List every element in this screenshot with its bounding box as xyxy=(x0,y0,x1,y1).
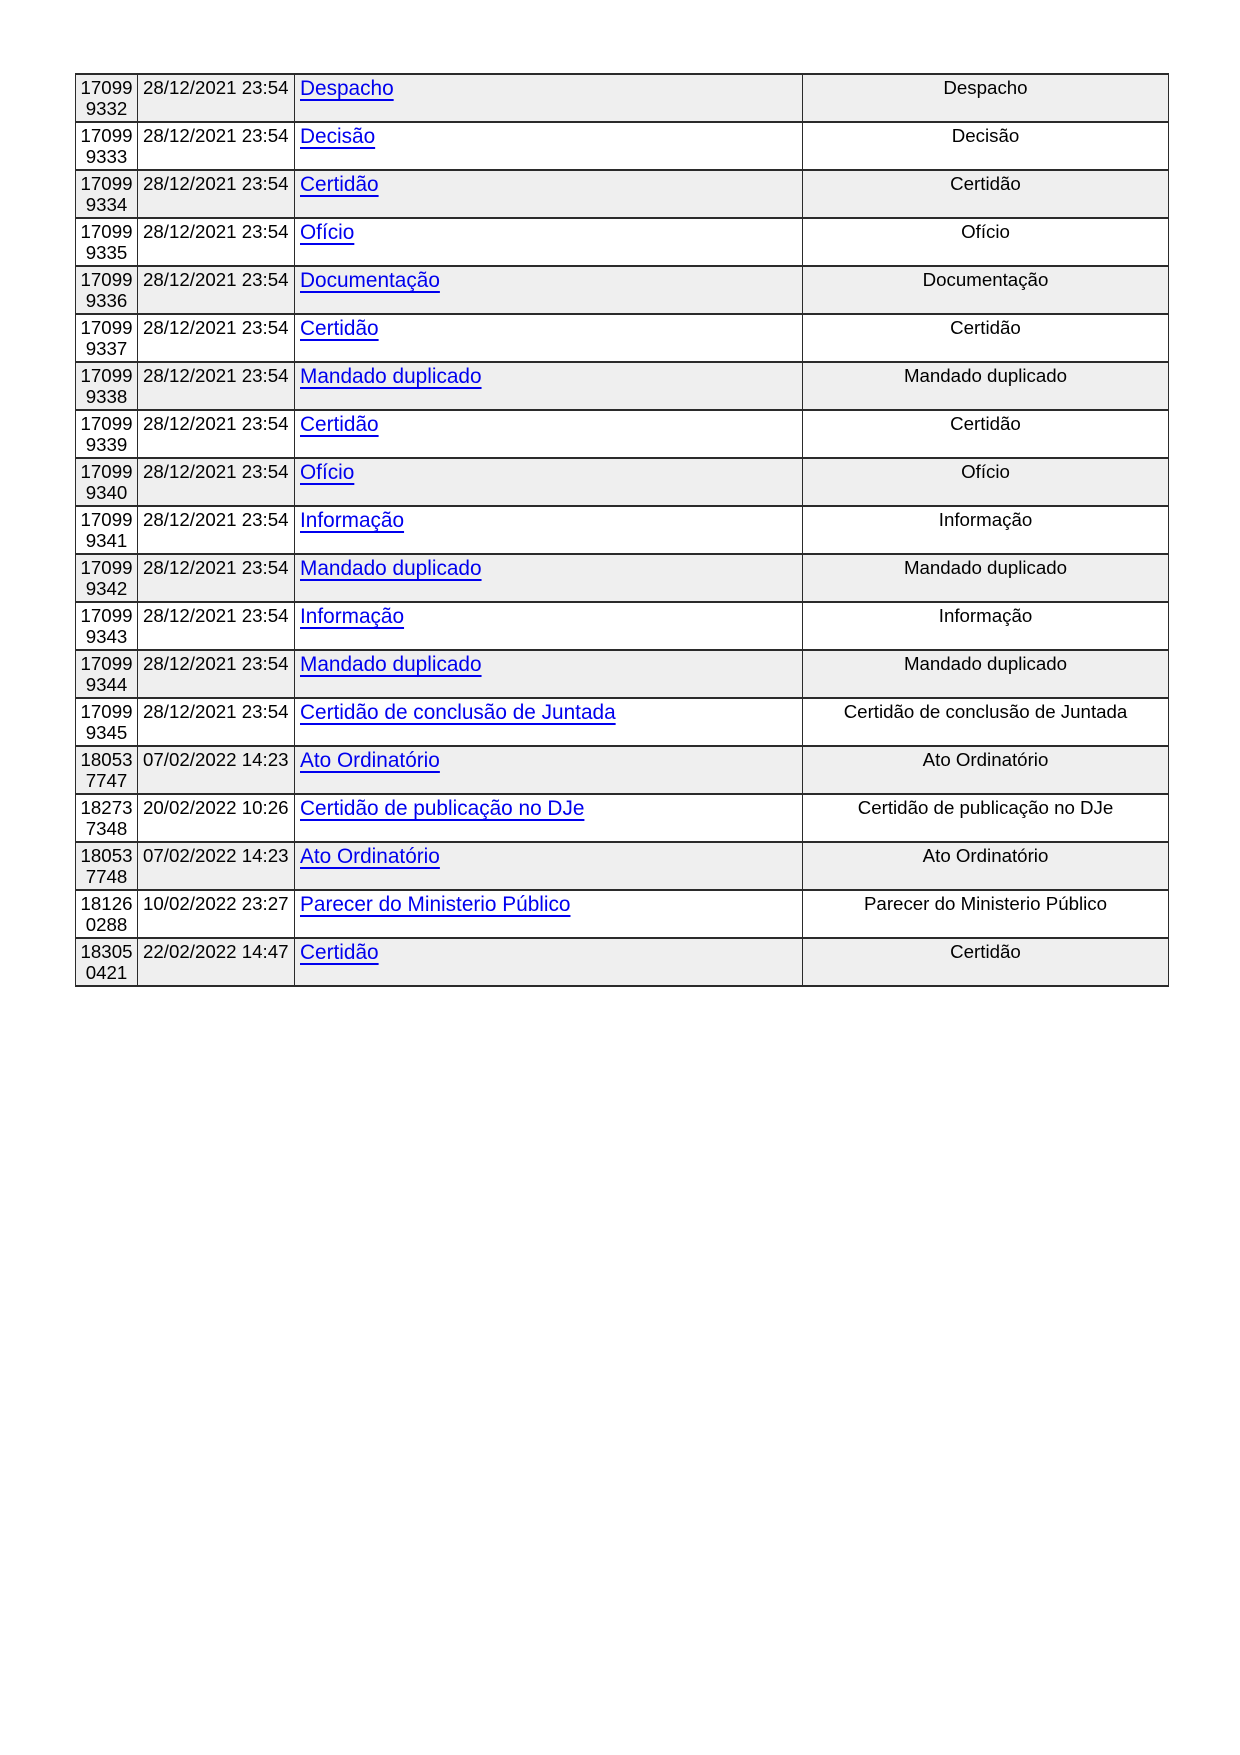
document-id-part2: 9338 xyxy=(85,386,128,407)
document-row xyxy=(76,938,1169,986)
document-datetime-cell: 28/12/2021 23:54 xyxy=(138,218,295,266)
document-id-part1: 17099 xyxy=(80,701,133,722)
document-id-part1: 17099 xyxy=(80,269,133,290)
document-link-cell xyxy=(295,698,803,746)
document-id-part1: 17099 xyxy=(80,365,133,386)
document-type-cell: Ato Ordinatório xyxy=(803,746,1169,794)
document-datetime-cell: 28/12/2021 23:54 xyxy=(138,602,295,650)
document-datetime-cell: 07/02/2022 14:23 xyxy=(138,842,295,890)
document-link[interactable]: Documentação xyxy=(300,269,440,292)
document-link[interactable]: Certidão xyxy=(300,413,379,436)
document-id-part1: 18273 xyxy=(80,797,133,818)
document-id-part2: 0421 xyxy=(85,962,128,983)
document-id-part2: 9343 xyxy=(85,626,128,647)
document-id-part2: 9336 xyxy=(85,290,128,311)
document-link-cell xyxy=(295,122,803,170)
document-link[interactable]: Ofício xyxy=(300,221,355,244)
document-link[interactable]: Certidão de publicação no DJe xyxy=(300,797,585,820)
document-datetime-cell: 07/02/2022 14:23 xyxy=(138,746,295,794)
document-datetime-cell: 28/12/2021 23:54 xyxy=(138,506,295,554)
document-row xyxy=(76,746,1169,794)
document-datetime-cell: 28/12/2021 23:54 xyxy=(138,122,295,170)
document-link-cell xyxy=(295,170,803,218)
document-row xyxy=(76,314,1169,362)
document-id-cell xyxy=(76,170,138,218)
document-datetime-cell: 28/12/2021 23:54 xyxy=(138,74,295,122)
document-row xyxy=(76,74,1169,122)
document-link-cell xyxy=(295,266,803,314)
document-link[interactable]: Ofício xyxy=(300,461,355,484)
document-id-cell xyxy=(76,842,138,890)
document-id-cell xyxy=(76,122,138,170)
document-type-cell: Informação xyxy=(803,506,1169,554)
document-datetime-cell: 28/12/2021 23:54 xyxy=(138,650,295,698)
document-row xyxy=(76,842,1169,890)
document-row xyxy=(76,170,1169,218)
document-datetime-cell: 28/12/2021 23:54 xyxy=(138,362,295,410)
document-row xyxy=(76,698,1169,746)
document-id-part1: 17099 xyxy=(80,173,133,194)
document-datetime-cell: 28/12/2021 23:54 xyxy=(138,314,295,362)
document-type-cell: Certidão xyxy=(803,410,1169,458)
document-type-cell: Documentação xyxy=(803,266,1169,314)
document-row xyxy=(76,506,1169,554)
document-id-part1: 17099 xyxy=(80,221,133,242)
document-row xyxy=(76,218,1169,266)
document-link[interactable]: Informação xyxy=(300,509,405,532)
document-link[interactable]: Despacho xyxy=(300,77,394,100)
document-type-cell: Informação xyxy=(803,602,1169,650)
document-type-cell: Certidão de publicação no DJe xyxy=(803,794,1169,842)
document-row xyxy=(76,554,1169,602)
document-datetime-cell: 28/12/2021 23:54 xyxy=(138,170,295,218)
document-link[interactable]: Certidão xyxy=(300,941,379,964)
document-id-part2: 9337 xyxy=(85,338,128,359)
document-id-cell xyxy=(76,74,138,122)
document-link-cell xyxy=(295,746,803,794)
document-id-part1: 18053 xyxy=(80,749,133,770)
document-link-cell xyxy=(295,890,803,938)
document-datetime-cell: 10/02/2022 23:27 xyxy=(138,890,295,938)
document-id-part1: 17099 xyxy=(80,509,133,530)
document-link-cell xyxy=(295,218,803,266)
document-id-cell xyxy=(76,410,138,458)
document-id-cell xyxy=(76,890,138,938)
document-type-cell: Certidão xyxy=(803,314,1169,362)
document-link-cell xyxy=(295,938,803,986)
document-id-part2: 7748 xyxy=(85,866,128,887)
document-link[interactable]: Ato Ordinatório xyxy=(300,749,440,772)
document-datetime-cell: 28/12/2021 23:54 xyxy=(138,266,295,314)
document-id-part2: 9344 xyxy=(85,674,128,695)
document-datetime-cell: 28/12/2021 23:54 xyxy=(138,410,295,458)
document-id-part2: 9333 xyxy=(85,146,128,167)
document-row xyxy=(76,266,1169,314)
document-link[interactable]: Certidão xyxy=(300,173,379,196)
document-id-part1: 18126 xyxy=(80,893,133,914)
document-link[interactable]: Certidão xyxy=(300,317,379,340)
document-link[interactable]: Ato Ordinatório xyxy=(300,845,440,868)
document-row xyxy=(76,362,1169,410)
document-id-part1: 17099 xyxy=(80,653,133,674)
document-id-part2: 7348 xyxy=(85,818,128,839)
document-row xyxy=(76,410,1169,458)
document-id-cell xyxy=(76,314,138,362)
document-link[interactable]: Decisão xyxy=(300,125,376,148)
document-link-cell xyxy=(295,74,803,122)
document-datetime-cell: 28/12/2021 23:54 xyxy=(138,554,295,602)
document-type-cell: Decisão xyxy=(803,122,1169,170)
document-id-part2: 9332 xyxy=(85,98,128,119)
document-row xyxy=(76,458,1169,506)
document-type-cell: Parecer do Ministerio Público xyxy=(803,890,1169,938)
document-link-cell xyxy=(295,554,803,602)
document-row xyxy=(76,650,1169,698)
document-link-cell xyxy=(295,842,803,890)
document-type-cell: Mandado duplicado xyxy=(803,362,1169,410)
document-id-cell xyxy=(76,698,138,746)
document-id-part2: 9341 xyxy=(85,530,128,551)
document-id-cell xyxy=(76,938,138,986)
document-link-cell xyxy=(295,602,803,650)
document-id-cell xyxy=(76,794,138,842)
document-link-cell xyxy=(295,650,803,698)
document-id-part2: 9340 xyxy=(85,482,128,503)
document-type-cell: Mandado duplicado xyxy=(803,554,1169,602)
document-row xyxy=(76,890,1169,938)
document-link-cell xyxy=(295,506,803,554)
document-datetime-cell: 20/02/2022 10:26 xyxy=(138,794,295,842)
document-id-part1: 17099 xyxy=(80,557,133,578)
document-link-cell xyxy=(295,794,803,842)
document-id-cell xyxy=(76,218,138,266)
document-type-cell: Despacho xyxy=(803,74,1169,122)
document-link[interactable]: Mandado duplicado xyxy=(300,365,482,388)
document-id-part2: 9339 xyxy=(85,434,128,455)
document-id-part1: 17099 xyxy=(80,413,133,434)
document-id-cell xyxy=(76,554,138,602)
document-datetime-cell: 22/02/2022 14:47 xyxy=(138,938,295,986)
document-link[interactable]: Mandado duplicado xyxy=(300,653,482,676)
document-id-cell xyxy=(76,650,138,698)
documents-table xyxy=(75,73,1169,987)
document-id-part1: 17099 xyxy=(80,605,133,626)
document-id-cell xyxy=(76,362,138,410)
document-type-cell: Ofício xyxy=(803,218,1169,266)
document-type-cell: Certidão xyxy=(803,938,1169,986)
document-id-part2: 9335 xyxy=(85,242,128,263)
document-link-cell xyxy=(295,314,803,362)
document-link[interactable]: Parecer do Ministerio Público xyxy=(300,893,571,916)
document-id-cell xyxy=(76,602,138,650)
document-link-cell xyxy=(295,362,803,410)
document-row xyxy=(76,794,1169,842)
document-id-part1: 17099 xyxy=(80,77,133,98)
document-datetime-cell: 28/12/2021 23:54 xyxy=(138,698,295,746)
document-id-cell xyxy=(76,266,138,314)
document-link-cell xyxy=(295,410,803,458)
document-type-cell: Certidão xyxy=(803,170,1169,218)
document-id-part1: 17099 xyxy=(80,125,133,146)
document-id-part1: 18053 xyxy=(80,845,133,866)
document-type-cell: Ato Ordinatório xyxy=(803,842,1169,890)
document-link-cell xyxy=(295,458,803,506)
document-id-cell xyxy=(76,506,138,554)
document-id-cell xyxy=(76,458,138,506)
document-row xyxy=(76,602,1169,650)
documents-table-body xyxy=(76,74,1169,986)
document-id-part2: 9334 xyxy=(85,194,128,215)
document-id-part1: 17099 xyxy=(80,317,133,338)
document-row xyxy=(76,122,1169,170)
document-type-cell: Mandado duplicado xyxy=(803,650,1169,698)
document-id-part1: 18305 xyxy=(80,941,133,962)
document-link[interactable]: Certidão de conclusão de Juntada xyxy=(300,701,616,724)
document-id-part2: 9342 xyxy=(85,578,128,599)
document-type-cell: Ofício xyxy=(803,458,1169,506)
document-link[interactable]: Mandado duplicado xyxy=(300,557,482,580)
document-id-part2: 0288 xyxy=(85,914,128,935)
document-id-part1: 17099 xyxy=(80,461,133,482)
document-link[interactable]: Informação xyxy=(300,605,405,628)
document-id-part2: 9345 xyxy=(85,722,128,743)
document-type-cell: Certidão de conclusão de Juntada xyxy=(803,698,1169,746)
document-datetime-cell: 28/12/2021 23:54 xyxy=(138,458,295,506)
document-id-cell xyxy=(76,746,138,794)
document-id-part2: 7747 xyxy=(85,770,128,791)
